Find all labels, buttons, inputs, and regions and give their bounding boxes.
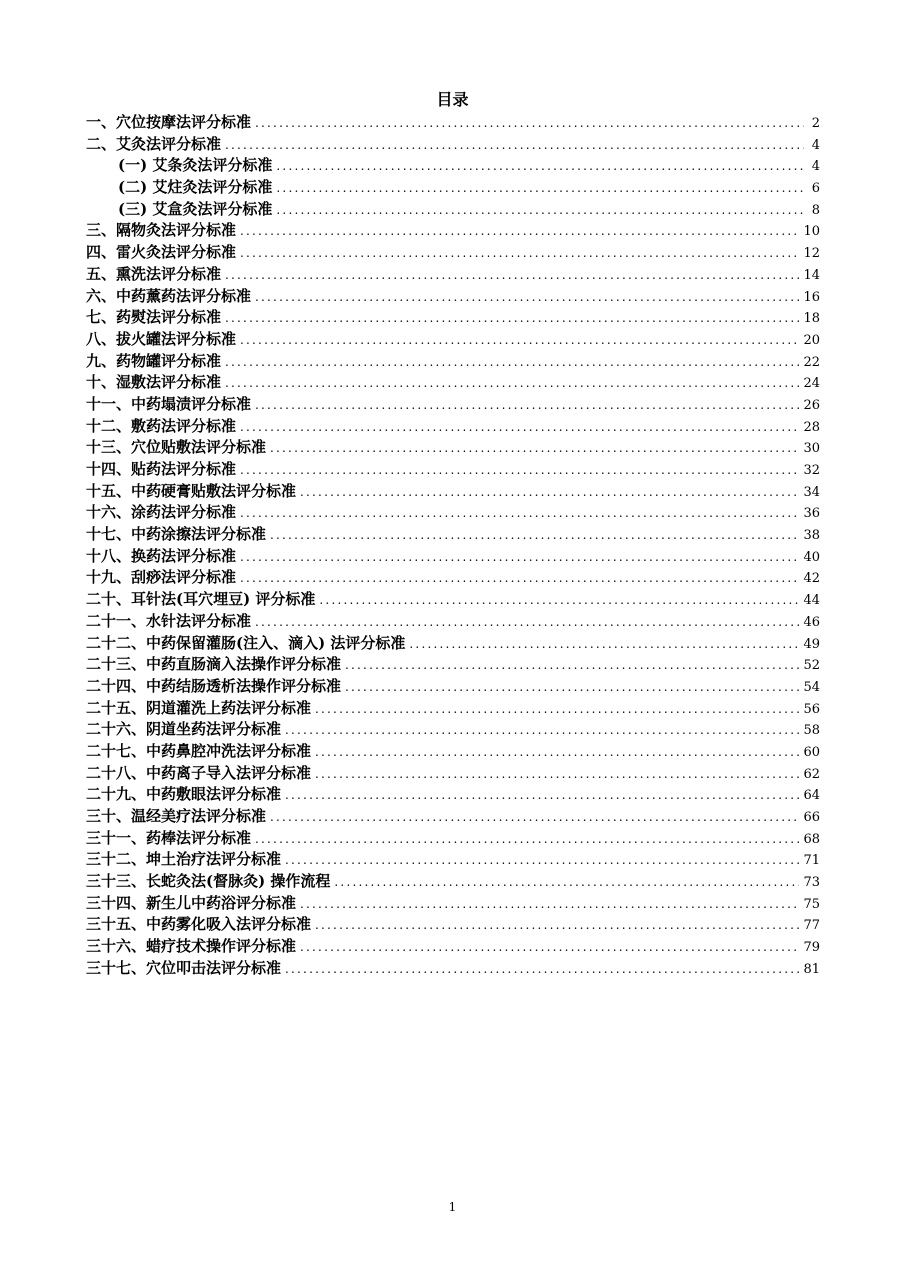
toc-entry-page: 58 [803, 723, 820, 739]
toc-entry-page: 16 [803, 289, 820, 305]
dot-leader [285, 850, 799, 872]
toc-entry-page: 20 [803, 332, 820, 348]
dot-leader [276, 200, 804, 222]
toc-entry[interactable] [86, 828, 820, 850]
dot-leader [240, 243, 799, 265]
toc-entry-page: 49 [803, 636, 820, 652]
toc-entry[interactable] [86, 741, 820, 763]
toc-entry-page: 36 [803, 506, 820, 522]
dot-leader [240, 460, 799, 482]
toc-entry[interactable] [86, 698, 820, 720]
toc-entry-page: 34 [803, 484, 820, 500]
toc-entry[interactable] [86, 676, 820, 698]
toc-entry[interactable] [86, 871, 820, 893]
toc-entry[interactable] [86, 546, 820, 568]
toc-entry-label: 三十四、新生儿中药浴评分标准 [86, 893, 297, 912]
dot-leader [255, 829, 799, 851]
toc-entry[interactable] [86, 220, 820, 242]
dot-leader [240, 568, 799, 590]
dot-leader [225, 265, 799, 287]
toc-entry-page: 79 [803, 940, 820, 956]
toc-entry-page: 46 [803, 614, 820, 630]
toc-entry-page: 18 [803, 311, 820, 327]
dot-leader [240, 417, 799, 439]
toc-entry-label: 十七、中药涂擦法评分标准 [86, 525, 267, 544]
toc-entry-page: 30 [803, 441, 820, 457]
toc-entry[interactable] [86, 459, 820, 481]
toc-entry[interactable] [86, 177, 820, 199]
toc-entry-label: (二) 艾炷灸法评分标准 [118, 178, 273, 197]
toc-entry-page: 4 [811, 159, 820, 175]
toc-entry[interactable] [86, 784, 820, 806]
toc-entry-label: 十九、刮痧法评分标准 [86, 568, 237, 587]
dot-leader [285, 959, 799, 981]
dot-leader [334, 872, 799, 894]
toc-entry-label: 二十七、中药鼻腔冲洗法评分标准 [86, 741, 312, 760]
toc-entry-label: 三十二、坤土治疗法评分标准 [86, 850, 282, 869]
toc-entry[interactable] [86, 502, 820, 524]
toc-entry-page: 28 [803, 419, 820, 435]
toc-entry-label: 二十九、中药敷眼法评分标准 [86, 785, 282, 804]
toc-entry[interactable] [86, 372, 820, 394]
dot-leader [255, 113, 804, 135]
dot-leader [345, 655, 799, 677]
toc-entry[interactable] [86, 893, 820, 915]
toc-entry-label: 七、药熨法评分标准 [86, 308, 222, 327]
toc-entry[interactable] [86, 958, 820, 980]
toc-entry-label: 十、湿敷法评分标准 [86, 373, 222, 392]
toc-entry-page: 71 [803, 853, 820, 869]
dot-leader [255, 612, 799, 634]
toc-entry-page: 24 [803, 376, 820, 392]
toc-entry-label: 十八、换药法评分标准 [86, 546, 237, 565]
dot-leader [409, 634, 799, 656]
toc-entry-label: 六、中药薰药法评分标准 [86, 286, 252, 305]
toc-entry-label: 三十一、药棒法评分标准 [86, 828, 252, 847]
toc-entry-label: 二十三、中药直肠滴入法操作评分标准 [86, 655, 342, 674]
toc-entry-label: 四、雷火灸法评分标准 [86, 243, 237, 262]
dot-leader [315, 699, 799, 721]
toc-entry[interactable] [86, 307, 820, 329]
toc-entry-page: 22 [803, 354, 820, 370]
toc-entry[interactable] [86, 611, 820, 633]
toc-entry-page: 2 [811, 116, 820, 131]
toc-entry-label: 一、穴位按摩法评分标准 [86, 113, 252, 131]
toc-entry[interactable] [86, 567, 820, 589]
toc-entry[interactable] [86, 134, 820, 156]
toc-entry-page: 81 [803, 961, 820, 977]
dot-leader [319, 590, 799, 612]
toc-entry[interactable] [86, 437, 820, 459]
dot-leader [285, 785, 799, 807]
toc-entry-label: 三十七、穴位叩击法评分标准 [86, 958, 282, 977]
toc-entry[interactable] [86, 155, 820, 177]
toc-entry[interactable] [86, 589, 820, 611]
toc-entry-page: 56 [803, 701, 820, 717]
toc-entry[interactable] [86, 654, 820, 676]
dot-leader [276, 156, 804, 178]
dot-leader [225, 135, 804, 157]
toc-entry[interactable] [86, 416, 820, 438]
toc-entry-label: 二十四、中药结肠透析法操作评分标准 [86, 676, 342, 695]
toc-entry-label: 二、艾灸法评分标准 [86, 134, 222, 153]
toc-entry-page: 66 [803, 810, 820, 825]
dot-leader [315, 742, 799, 764]
toc-entry-page: 4 [811, 137, 820, 153]
dot-leader [240, 221, 799, 243]
toc-entry-page: 68 [803, 831, 820, 847]
dot-leader [240, 503, 799, 525]
dot-leader [270, 525, 799, 547]
toc-entry-label: 十四、贴药法评分标准 [86, 460, 237, 478]
toc-entry-label: 九、药物罐评分标准 [86, 351, 222, 370]
toc-entry-page: 42 [803, 571, 820, 587]
toc-title: 目录 [436, 90, 469, 109]
toc-entry[interactable] [86, 481, 820, 503]
toc-entry[interactable] [86, 199, 820, 221]
dot-leader [225, 373, 799, 395]
toc-entry-page: 12 [803, 246, 820, 262]
toc-entry-label: 十三、穴位贴敷法评分标准 [86, 438, 267, 457]
toc-entry-label: (一) 艾条灸法评分标准 [118, 156, 273, 175]
toc-entry-page: 40 [803, 549, 820, 565]
dot-leader [240, 547, 799, 569]
toc-entry-label: 八、拔火罐法评分标准 [86, 329, 237, 348]
table-of-contents [86, 112, 820, 980]
dot-leader [345, 677, 799, 699]
toc-entry[interactable] [86, 633, 820, 655]
toc-entry-page: 32 [803, 463, 820, 478]
toc-entry-page: 10 [803, 224, 820, 240]
toc-entry-label: (三) 艾盒灸法评分标准 [118, 199, 273, 218]
toc-entry[interactable] [86, 849, 820, 871]
dot-leader [240, 330, 799, 352]
toc-entry-page: 38 [803, 528, 820, 544]
toc-entry[interactable] [86, 719, 820, 741]
toc-entry-page: 52 [803, 658, 820, 674]
toc-entry-label: 十二、敷药法评分标准 [86, 416, 237, 435]
dot-leader [270, 807, 799, 829]
toc-entry-label: 二十八、中药离子导入法评分标准 [86, 763, 312, 782]
toc-entry[interactable] [86, 351, 820, 373]
toc-entry-label: 三、隔物灸法评分标准 [86, 221, 237, 240]
dot-leader [285, 720, 799, 742]
toc-entry-label: 三十、温经美疗法评分标准 [86, 807, 267, 825]
toc-entry-label: 十六、涂药法评分标准 [86, 503, 237, 522]
page-number: 1 [448, 1200, 457, 1214]
toc-entry-page: 8 [811, 202, 820, 218]
toc-entry-label: 十一、中药塌渍评分标准 [86, 394, 252, 413]
dot-leader [276, 178, 804, 200]
toc-entry[interactable] [86, 936, 820, 958]
toc-entry-label: 三十五、中药雾化吸入法评分标准 [86, 915, 312, 934]
toc-entry-page: 54 [803, 679, 820, 695]
toc-entry[interactable] [86, 264, 820, 286]
dot-leader [225, 352, 799, 374]
toc-entry-page: 64 [803, 788, 820, 804]
toc-entry[interactable] [86, 763, 820, 785]
dot-leader [225, 308, 799, 330]
toc-entry-label: 十五、中药硬膏贴敷法评分标准 [86, 481, 297, 500]
toc-entry[interactable] [86, 242, 820, 264]
dot-leader [300, 894, 799, 916]
toc-entry-page: 77 [803, 918, 820, 934]
dot-leader [315, 764, 799, 786]
toc-entry-page: 6 [811, 181, 820, 197]
toc-entry-page: 44 [803, 593, 820, 609]
toc-entry[interactable] [86, 806, 820, 828]
toc-entry-label: 三十六、蜡疗技术操作评分标准 [86, 937, 297, 956]
toc-entry[interactable] [86, 914, 820, 936]
dot-leader [315, 915, 799, 937]
dot-leader [300, 482, 799, 504]
toc-entry-label: 二十六、阴道坐药法评分标准 [86, 720, 282, 739]
toc-entry-page: 75 [803, 896, 820, 912]
toc-entry-page: 26 [803, 397, 820, 413]
toc-entry[interactable] [86, 524, 820, 546]
toc-entry[interactable] [86, 394, 820, 416]
dot-leader [300, 937, 799, 959]
toc-entry[interactable] [86, 329, 820, 351]
dot-leader [255, 395, 799, 417]
toc-entry[interactable] [86, 112, 820, 134]
toc-entry-label: 二十二、中药保留灌肠(注入、滴入) 法评分标准 [86, 633, 406, 652]
dot-leader [255, 287, 799, 309]
toc-entry-label: 二十一、水针法评分标准 [86, 611, 252, 630]
toc-entry-page: 14 [803, 267, 820, 283]
toc-entry-page: 73 [803, 875, 820, 891]
toc-entry-label: 五、熏洗法评分标准 [86, 264, 222, 283]
toc-entry-label: 二十、耳针法(耳穴埋豆) 评分标准 [86, 590, 316, 609]
toc-entry-page: 60 [803, 744, 820, 760]
dot-leader [270, 438, 799, 460]
toc-entry-label: 三十三、长蛇灸法(督脉灸) 操作流程 [86, 872, 331, 891]
toc-entry[interactable] [86, 286, 820, 308]
toc-entry-page: 62 [803, 766, 820, 782]
toc-entry-label: 二十五、阴道灌洗上药法评分标准 [86, 698, 312, 717]
